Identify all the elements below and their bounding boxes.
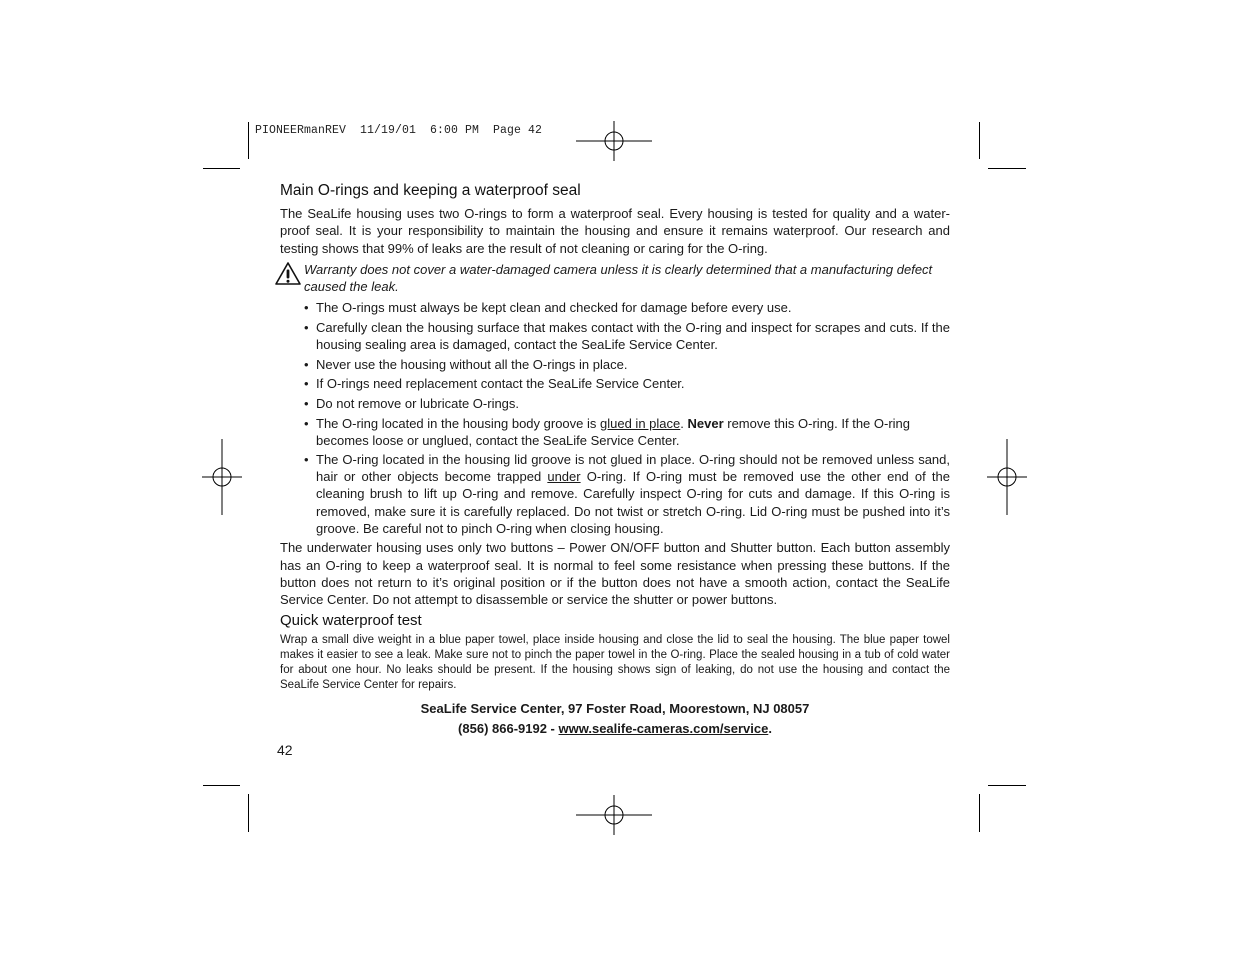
service-url-link[interactable]: www.sealife-cameras.com/service	[558, 721, 769, 737]
list-item: • If O-rings need replacement contact the SeaLife Service Center.	[304, 375, 950, 392]
registration-mark-bottom-icon	[576, 795, 652, 835]
test-paragraph: Wrap a small dive weight in a blue paper towel, place inside housing and close the lid to seal the housing. The blue paper towel makes it easier to see a leak. Make sure not to pinch the paper towel in the O-ring. Place the sealed housing in a tub of cold water for about one hour. No leaks should be present. If the housing shows sign of leaking, do not use the housing and contact the SeaLife Service Center for repairs.	[280, 634, 950, 692]
warning-text: Warranty does not cover a water-damaged camera unless it is clearly determined that a manufacturing defect caused the leak.	[304, 261, 933, 295]
warranty-warning	[280, 261, 950, 296]
list-item: • The O-rings must always be kept clean and checked for damage before every use.	[304, 299, 950, 316]
service-contact: (856) 866-9192 - www.sealife-cameras.com/service.	[458, 721, 772, 737]
crop-mark-bottom-right-horizontal	[988, 785, 1026, 786]
registration-mark-left-icon	[202, 439, 242, 515]
never-emphasis: Never	[687, 415, 724, 431]
registration-mark-right-icon	[987, 439, 1027, 515]
crop-mark-top-right-horizontal	[988, 168, 1026, 169]
registration-mark-top-icon	[576, 121, 652, 161]
buttons-paragraph: The underwater housing uses only two buttons – Power ON/OFF button and Shutter button. Each button assembly has an O-ring to keep a waterproof seal. It is normal to feel some resistance when pressing these buttons. If the button does not return to it’s original position or if the button does not have a smooth action, contact the SeaLife Service Center. Do not attempt to disassemble or service the shutter or power buttons.	[280, 540, 950, 608]
glued-in-place-emphasis: glued in place	[600, 415, 681, 431]
service-phone: (856) 866-9192 -	[458, 721, 559, 737]
page-number: 42	[277, 742, 293, 758]
service-address: SeaLife Service Center, 97 Foster Road, Moorestown, NJ 08057	[420, 701, 810, 717]
list-item: • Do not remove or lubricate O-rings.	[304, 395, 950, 412]
crop-mark-top-left-horizontal	[203, 168, 240, 169]
crop-mark-bottom-right-vertical	[979, 794, 980, 832]
service-center-info	[280, 699, 950, 739]
crop-mark-top-right-vertical	[979, 122, 980, 159]
o-ring-care-list	[280, 299, 950, 536]
under-emphasis: under	[547, 469, 581, 485]
crop-mark-bottom-left-horizontal	[203, 785, 240, 786]
list-item: • Carefully clean the housing surface that makes contact with the O-ring and inspect for scrapes and cuts. If the housing sealing area is damaged, contact the SeaLife Service Center.	[304, 319, 950, 353]
list-item: • The O-ring located in the housing body groove is glued in place. Never remove this O-ring. If the O-ring becomes loose or unglued, contact the SeaLife Service Center.	[304, 415, 950, 449]
list-item: • The O-ring located in the housing lid groove is not glued in place. O-ring should not be removed unless sand, hair or other objects become trapped under O-ring. If O-ring must be removed use the other end of the cleaning brush to lift up O-ring and remove. Carefully inspect O-ring for cuts and damage. If this O-ring is removed, make sure it is carefully replaced. Do not twist or stretch O-ring. Lid O-ring must be pushed into it’s groove. Be careful not to pinch O-ring when closing housing.	[304, 451, 950, 536]
intro-paragraph: The SeaLife housing uses two O-rings to form a waterproof seal. Every housing is tested for quality and a water-proof seal. It is your responsibility to maintain the housing and ensure it remains waterproof. Our research and testing shows that 99% of leaks are the result of not cleaning or caring for the O-ring.	[280, 206, 950, 256]
warning-triangle-icon	[274, 261, 302, 287]
list-item: • Never use the housing without all the O-rings in place.	[304, 356, 950, 373]
page-content	[280, 182, 950, 739]
print-slug: PIONEERmanREV 11/19/01 6:00 PM Page 42	[255, 124, 543, 137]
crop-mark-bottom-left-vertical	[248, 794, 249, 832]
section-heading-main: Main O-rings and keeping a waterproof seal	[280, 182, 581, 199]
crop-mark-top-left-vertical	[248, 122, 249, 159]
section-heading-test: Quick waterproof test	[280, 612, 422, 630]
